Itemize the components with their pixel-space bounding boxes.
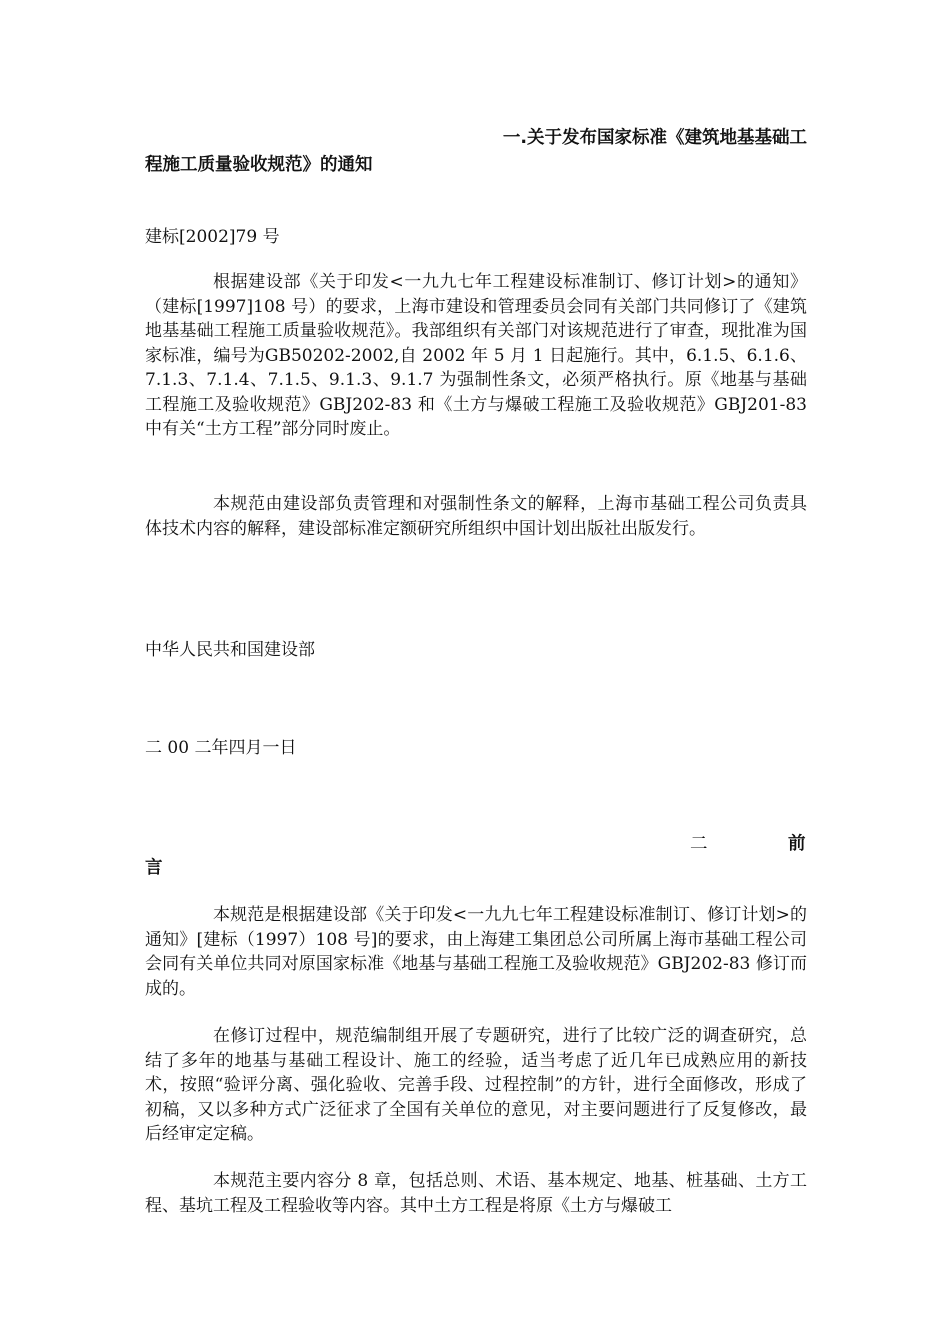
notice-doc-number: 建标[2002]79 号 xyxy=(145,227,280,247)
notice-paragraph: 本规范由建设部负责管理和对强制性条文的解释，上海市基础工程公司负责具体技术内容的解释，建设部标准定额研究所组织中国计划出版社出版发行。 xyxy=(145,494,807,539)
foreword-paragraph: 本规范是根据建设部《关于印发<一九九七年工程建设标准制订、修订计划>的通知》[建标（1997）108 号]的要求，由上海建工集团总公司所属上海市基础工程公司会同有关单位共同对原国家标准《地基与基础工程施工及验收规范》GBJ202-83 修订而成的。 xyxy=(145,905,807,999)
foreword-title-part1: 前 xyxy=(788,834,806,854)
foreword-paragraph: 本规范主要内容分 8 章，包括总则、术语、基本规定、地基、桩基础、土方工程、基坑工程及工程验收等内容。其中土方工程是将原《土方与爆破工 xyxy=(145,1171,807,1216)
notice-title-line1: 一.关于发布国家标准《建筑地基基础工 xyxy=(502,128,807,148)
foreword-title-number: 二 xyxy=(690,834,708,854)
notice-title-line2: 程施工质量验收规范》的通知 xyxy=(145,155,373,175)
notice-date: 二 00 二年四月一日 xyxy=(145,738,297,758)
notice-paragraph: 根据建设部《关于印发<一九九七年工程建设标准制订、修订计划>的通知》（建标[1997]108 号）的要求，上海市建设和管理委员会同有关部门共同修订了《建筑地基基础工程施工质量验收规范》。我部组织有关部门对该规范进行了审查，现批准为国家标准，编号为GB50202-2002,自 2002 年 5 月 1 日起施行。其中，6.1.5、6.1.6、7.1.3、7.1.4、7.1.5、9.1.3、9.1.7 为强制性条文，必须严格执行。原《地基与基础工程施工及验收规范》GBJ202-83 和《土方与爆破工程施工及验收规范》GBJ201-83 中有关“土方工程”部分同时废止。 xyxy=(145,272,807,439)
foreword-paragraph: 在修订过程中，规范编制组开展了专题研究，进行了比较广泛的调查研究，总结了多年的地基与基础工程设计、施工的经验，适当考虑了近几年已成熟应用的新技术，按照“验评分离、强化验收、完善手段、过程控制”的方针，进行全面修改，形成了初稿，又以多种方式广泛征求了全国有关单位的意见，对主要问题进行了反复修改，最后经审定定稿。 xyxy=(145,1026,807,1144)
foreword-title-part2: 言 xyxy=(145,858,163,878)
notice-issuer: 中华人民共和国建设部 xyxy=(145,640,315,660)
